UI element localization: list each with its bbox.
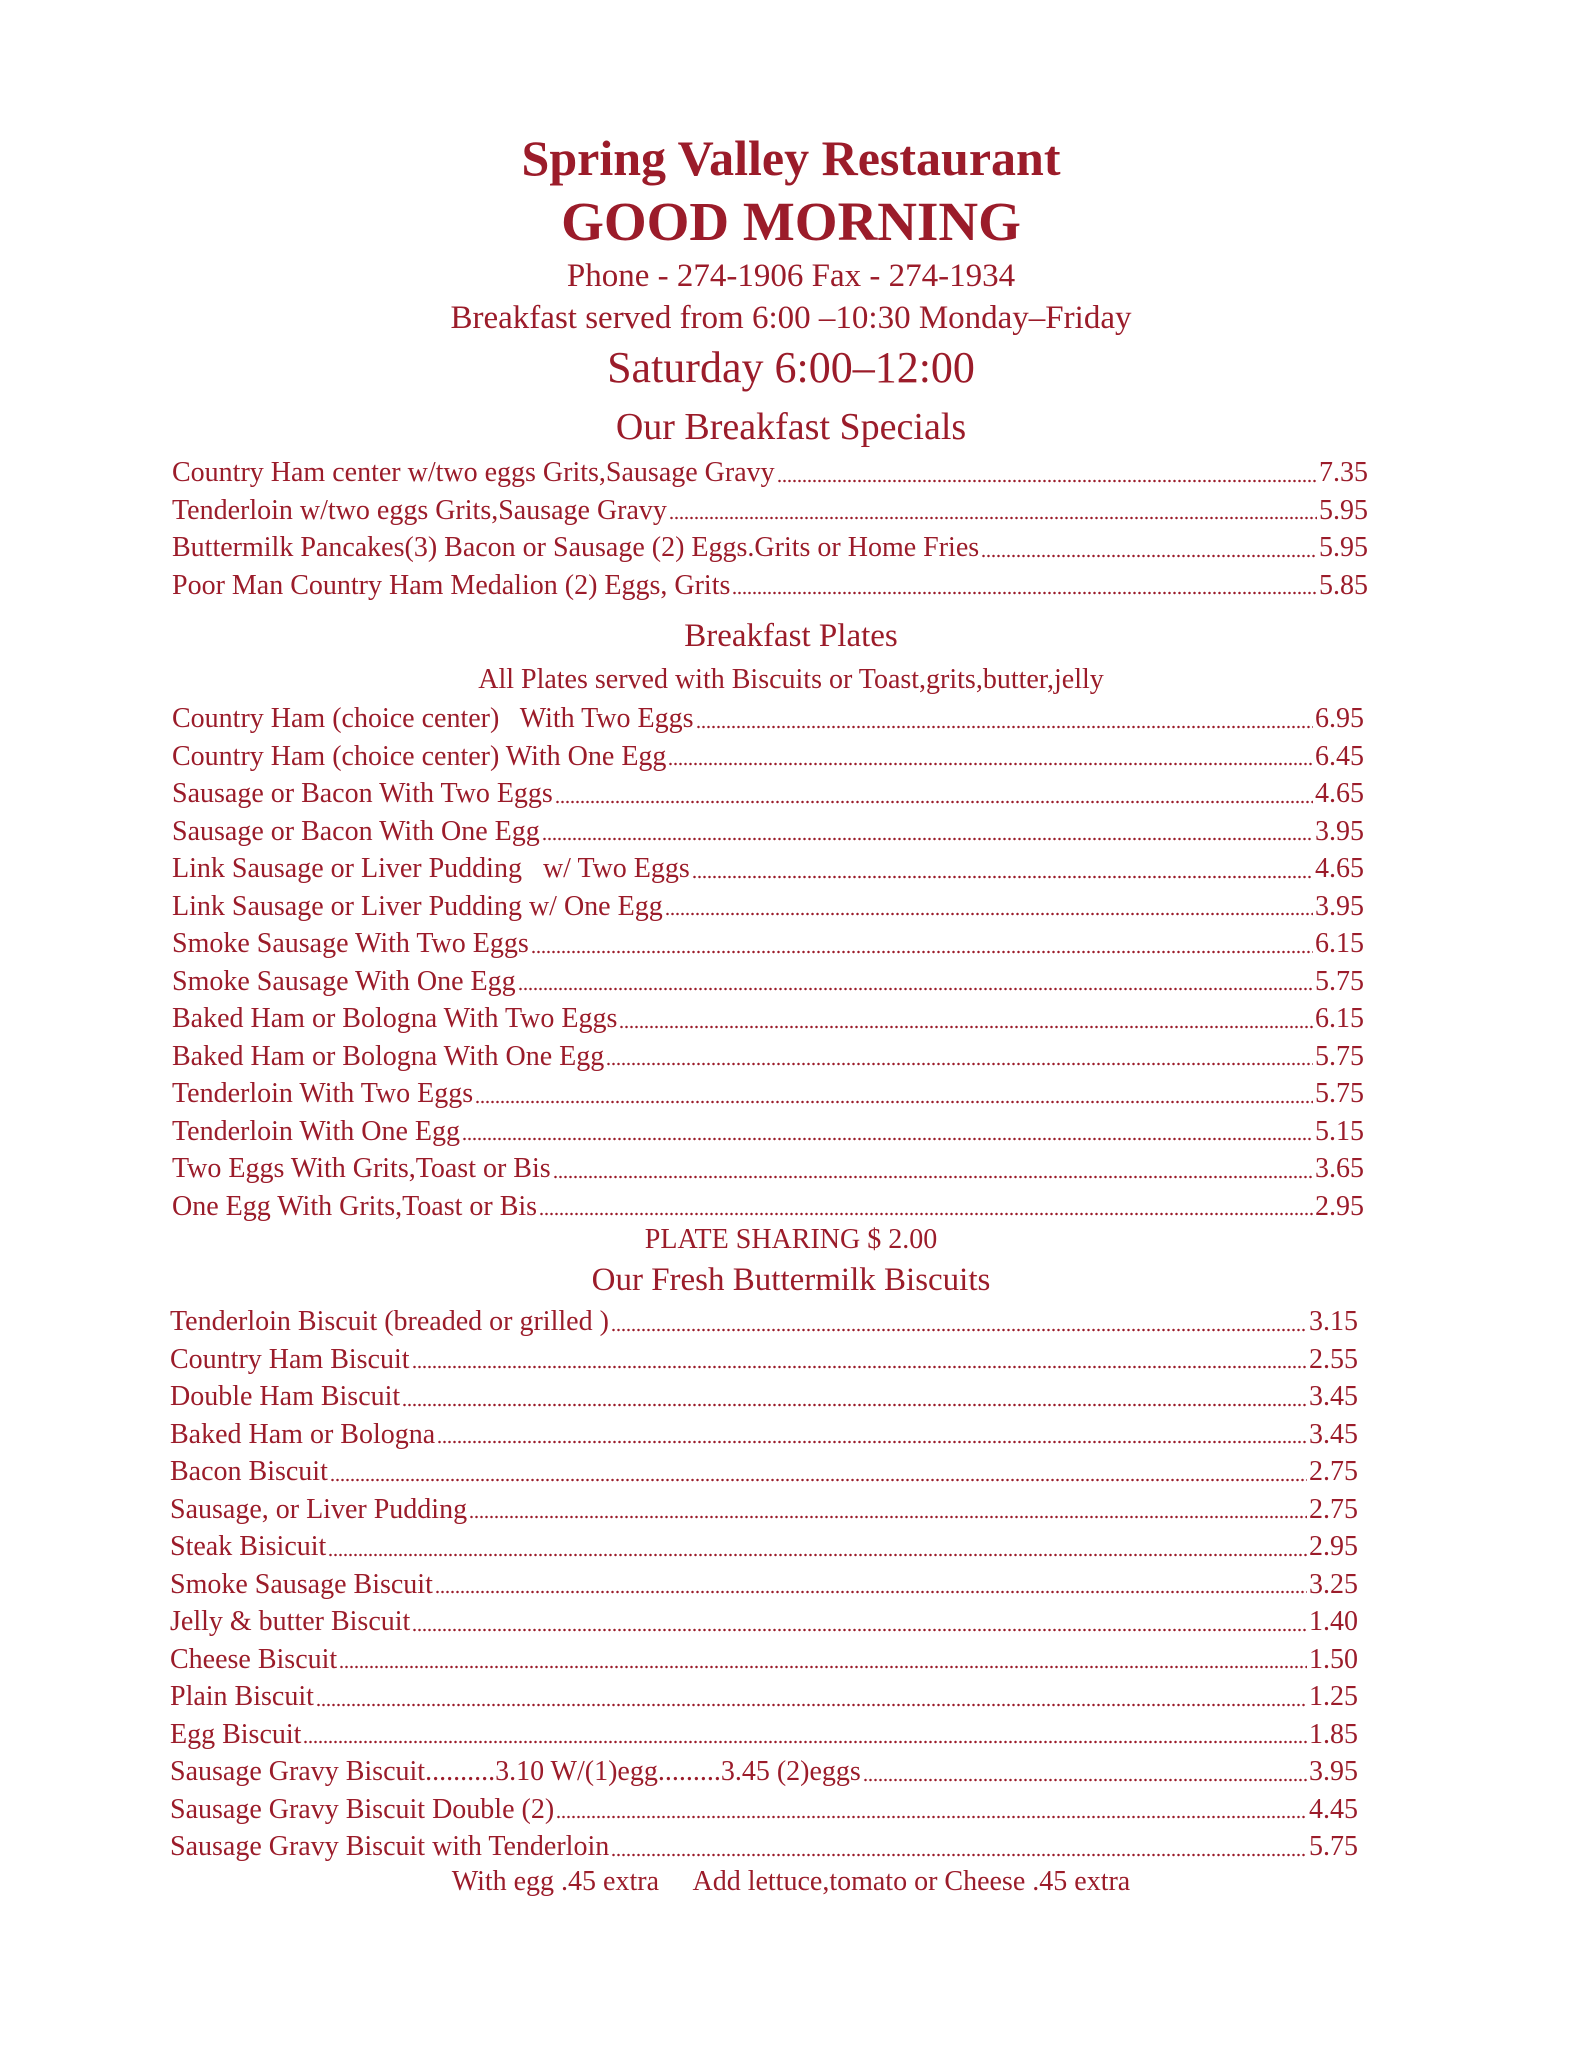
- menu-item: [170, 1491, 1358, 1529]
- leader-dots: [402, 1403, 1307, 1407]
- leader-dots: [412, 1628, 1307, 1632]
- item-name: Sausage or Bacon With Two Eggs: [172, 778, 553, 809]
- item-price: 2.95: [1309, 1531, 1358, 1562]
- leader-dots: [556, 1815, 1307, 1819]
- item-name: Egg Biscuit: [170, 1718, 302, 1750]
- item-name: Tenderloin With One Egg: [172, 1115, 460, 1147]
- item-price: 2.55: [1309, 1343, 1358, 1375]
- item-price: 3.15: [1309, 1306, 1358, 1337]
- item-name: Jelly & butter Biscuit: [170, 1606, 411, 1637]
- menu-item: [172, 1113, 1364, 1151]
- menu-item: [172, 1000, 1364, 1038]
- menu-item: [170, 1566, 1358, 1604]
- leader-dots: [542, 837, 1313, 841]
- item-name: Sausage or Bacon With One Egg: [172, 815, 540, 847]
- leader-dots: [863, 1778, 1307, 1782]
- leader-dots: [462, 1137, 1313, 1141]
- item-price: 3.95: [1309, 1756, 1358, 1787]
- item-name: One Egg With Grits,Toast or Bis: [172, 1190, 538, 1222]
- item-name: Link Sausage or Liver Pudding w/ One Egg: [172, 890, 663, 922]
- menu-item: [172, 1150, 1364, 1188]
- item-name: Two Eggs With Grits,Toast or Bis: [172, 1153, 551, 1184]
- menu-item: [172, 925, 1364, 963]
- menu-item: [170, 1828, 1358, 1866]
- item-name: Country Ham (choice center) With One Egg: [172, 740, 667, 772]
- contact-info: Phone - 274-1906 Fax - 274-1934: [566, 258, 1016, 294]
- item-price: 5.75: [1309, 1831, 1358, 1862]
- leader-dots: [531, 950, 1313, 954]
- menu-item: [172, 492, 1368, 530]
- menu-item: [172, 813, 1364, 851]
- menu-item: [170, 1303, 1358, 1341]
- leader-dots: [668, 762, 1313, 766]
- item-name: Sausage, or Liver Pudding: [170, 1493, 468, 1525]
- leader-dots: [611, 1328, 1307, 1332]
- extras-note: With egg .45 extra Add lettuce,tomato or Cheese .45 extra: [451, 1866, 1131, 1897]
- item-price: 2.95: [1315, 1190, 1364, 1222]
- item-name: Bacon Biscuit: [170, 1456, 328, 1487]
- item-name: Smoke Sausage With Two Eggs: [172, 928, 529, 959]
- item-price: 4.65: [1315, 778, 1364, 809]
- leader-dots: [732, 591, 1317, 595]
- item-price: 5.95: [1319, 494, 1368, 526]
- item-price: 2.75: [1309, 1456, 1358, 1487]
- menu-item: [172, 529, 1368, 567]
- item-name: Baked Ham or Bologna With One Egg: [172, 1040, 605, 1072]
- item-name: Buttermilk Pancakes(3) Bacon or Sausage (2) Eggs.Grits or Home Fries: [172, 532, 980, 563]
- leader-dots: [435, 1590, 1307, 1594]
- item-price: 3.45: [1309, 1418, 1358, 1450]
- biscuits-list: [170, 1303, 1358, 1866]
- leader-dots: [475, 1100, 1313, 1104]
- leader-dots: [981, 554, 1317, 558]
- item-price: 1.50: [1309, 1643, 1358, 1675]
- item-price: 5.75: [1315, 1078, 1364, 1109]
- leader-dots: [316, 1703, 1307, 1707]
- menu-item: [172, 963, 1364, 1001]
- item-price: 3.45: [1309, 1381, 1358, 1412]
- item-price: 6.45: [1315, 740, 1364, 772]
- item-name: Link Sausage or Liver Pudding w/ Two Eggs: [172, 853, 690, 884]
- specials-heading: Our Breakfast Specials: [615, 406, 967, 448]
- leader-dots: [692, 875, 1313, 879]
- item-name: Tenderloin w/two eggs Grits,Sausage Gravy: [172, 494, 667, 526]
- leader-dots: [412, 1365, 1307, 1369]
- menu-item: [170, 1716, 1358, 1754]
- item-name: Double Ham Biscuit: [170, 1381, 401, 1412]
- menu-item: [170, 1641, 1358, 1679]
- menu-item: [170, 1378, 1358, 1416]
- leader-dots: [469, 1515, 1307, 1519]
- restaurant-name: Spring Valley Restaurant: [521, 130, 1061, 186]
- item-name: Poor Man Country Ham Medalion (2) Eggs, Grits: [172, 569, 731, 601]
- item-price: 3.65: [1315, 1153, 1364, 1184]
- menu-item: [170, 1603, 1358, 1641]
- menu-item: [172, 454, 1368, 492]
- leader-dots: [303, 1740, 1307, 1744]
- item-name: Baked Ham or Bologna: [170, 1418, 436, 1450]
- item-price: 1.85: [1309, 1718, 1358, 1750]
- leader-dots: [437, 1440, 1307, 1444]
- leader-dots: [555, 800, 1313, 804]
- item-name: Cheese Biscuit: [170, 1643, 338, 1675]
- menu-item: [172, 850, 1364, 888]
- leader-dots: [539, 1212, 1313, 1216]
- item-name: Steak Bisicuit: [170, 1531, 327, 1562]
- menu-item: [172, 1075, 1364, 1113]
- item-name: Smoke Sausage Biscuit: [170, 1568, 433, 1600]
- leader-dots: [330, 1478, 1307, 1482]
- item-name: Plain Biscuit: [170, 1681, 314, 1712]
- item-price: 4.45: [1309, 1793, 1358, 1825]
- item-price: 6.95: [1315, 703, 1364, 734]
- menu-item: [170, 1416, 1358, 1454]
- menu-item: [172, 888, 1364, 926]
- menu-item: [170, 1791, 1358, 1829]
- item-price: 3.25: [1309, 1568, 1358, 1600]
- item-name: Tenderloin Biscuit (breaded or grilled ): [170, 1306, 609, 1337]
- item-price: 7.35: [1319, 457, 1368, 488]
- menu-item: [170, 1528, 1358, 1566]
- item-price: 1.40: [1309, 1606, 1358, 1637]
- leader-dots: [553, 1175, 1313, 1179]
- plates-heading: Breakfast Plates: [684, 618, 898, 654]
- item-price: 3.95: [1315, 890, 1364, 922]
- item-name: Tenderloin With Two Eggs: [172, 1078, 474, 1109]
- greeting-heading: GOOD MORNING: [561, 191, 1021, 252]
- leader-dots: [606, 1062, 1313, 1066]
- leader-dots: [619, 1025, 1313, 1029]
- leader-dots: [669, 516, 1317, 520]
- item-name: Country Ham (choice center) With Two Eggs: [172, 703, 694, 734]
- menu-item: [170, 1753, 1358, 1791]
- item-price: 5.95: [1319, 532, 1368, 563]
- menu-item: [172, 775, 1364, 813]
- specials-list: [172, 454, 1368, 604]
- item-name: Smoke Sausage With One Egg: [172, 965, 516, 997]
- item-price: 5.75: [1315, 965, 1364, 997]
- leader-dots: [518, 987, 1313, 991]
- item-name: Sausage Gravy Biscuit Double (2): [170, 1793, 555, 1825]
- menu-item: [172, 567, 1368, 605]
- leader-dots: [777, 479, 1317, 483]
- item-price: 3.95: [1315, 815, 1364, 847]
- menu-item: [172, 700, 1364, 738]
- menu-item: [172, 738, 1364, 776]
- menu-item: [170, 1453, 1358, 1491]
- leader-dots: [611, 1853, 1307, 1857]
- leader-dots: [696, 725, 1313, 729]
- menu-item: [172, 1038, 1364, 1076]
- saturday-hours: Saturday 6:00–12:00: [607, 343, 975, 392]
- item-price: 2.75: [1309, 1493, 1358, 1525]
- item-price: 4.65: [1315, 853, 1364, 884]
- menu-item: [170, 1678, 1358, 1716]
- item-price: 5.15: [1315, 1115, 1364, 1147]
- weekday-hours: Breakfast served from 6:00 –10:30 Monday–Friday: [450, 300, 1132, 336]
- item-name: Sausage Gravy Biscuit..........3.10 W/(1)egg.........3.45 (2)eggs: [170, 1756, 861, 1787]
- item-name: Sausage Gravy Biscuit with Tenderloin: [170, 1831, 610, 1862]
- menu-item: [170, 1341, 1358, 1379]
- leader-dots: [339, 1665, 1307, 1669]
- item-price: 6.15: [1315, 1003, 1364, 1034]
- item-price: 1.25: [1309, 1681, 1358, 1712]
- item-name: Country Ham center w/two eggs Grits,Sausage Gravy: [172, 457, 775, 488]
- plates-list: [172, 700, 1364, 1225]
- item-price: 6.15: [1315, 928, 1364, 959]
- item-name: Baked Ham or Bologna With Two Eggs: [172, 1003, 618, 1034]
- menu-item: [172, 1188, 1364, 1226]
- biscuits-heading: Our Fresh Buttermilk Biscuits: [591, 1262, 991, 1298]
- leader-dots: [665, 912, 1313, 916]
- plates-note: All Plates served with Biscuits or Toast,grits,butter,jelly: [478, 664, 1104, 695]
- leader-dots: [328, 1553, 1307, 1557]
- item-price: 5.85: [1319, 569, 1368, 601]
- item-price: 5.75: [1315, 1040, 1364, 1072]
- item-name: Country Ham Biscuit: [170, 1343, 410, 1375]
- plate-sharing-note: PLATE SHARING $ 2.00: [644, 1224, 938, 1255]
